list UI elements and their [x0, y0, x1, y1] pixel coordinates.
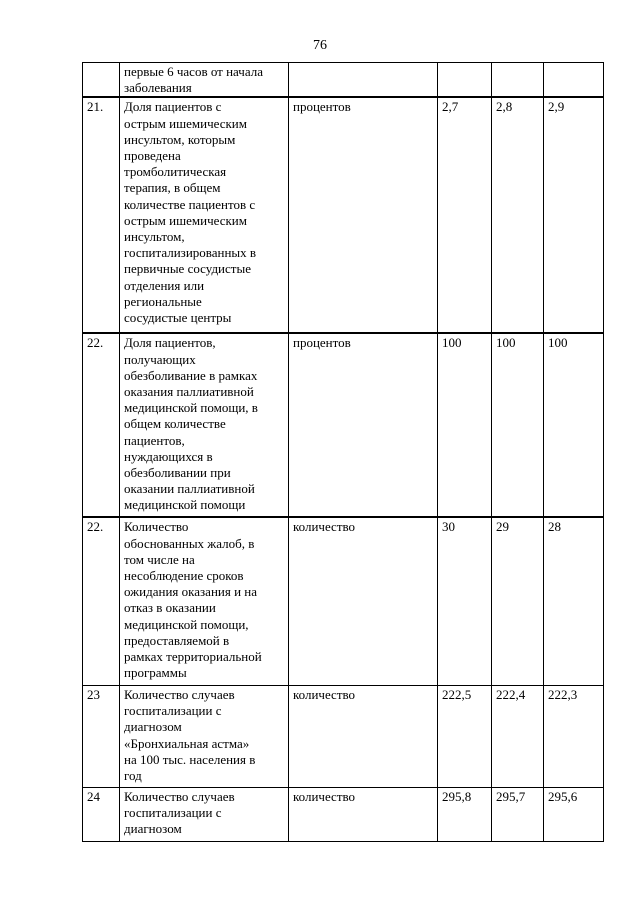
- indicators-table: [82, 62, 604, 842]
- value-year3-cell: 2,9: [544, 97, 604, 333]
- row-number-cell: 22.: [83, 517, 120, 685]
- unit-cell: процентов: [289, 333, 438, 517]
- indicator-name-cell: Количество случаев госпитализации с диагнозом «Бронхиальная астма» на 100 тыс. населения в год: [120, 685, 289, 787]
- table-row: [83, 787, 604, 841]
- value-year1-cell: 295,8: [438, 787, 492, 841]
- row-number-cell: [83, 63, 120, 98]
- value-year3-cell: 28: [544, 517, 604, 685]
- value-year2-cell: [492, 63, 544, 98]
- unit-cell: процентов: [289, 97, 438, 333]
- table-row: [83, 517, 604, 685]
- value-year3-cell: [544, 63, 604, 98]
- table-row: [83, 63, 604, 98]
- value-year2-cell: 100: [492, 333, 544, 517]
- row-number-cell: 23: [83, 685, 120, 787]
- unit-cell: количество: [289, 787, 438, 841]
- table-row: [83, 97, 604, 333]
- value-year1-cell: [438, 63, 492, 98]
- value-year3-cell: 100: [544, 333, 604, 517]
- value-year1-cell: 30: [438, 517, 492, 685]
- table-row: [83, 685, 604, 787]
- unit-cell: [289, 63, 438, 98]
- value-year1-cell: 2,7: [438, 97, 492, 333]
- unit-cell: количество: [289, 685, 438, 787]
- indicator-name-cell: Доля пациентов с острым ишемическим инсультом, которым проведена тромболитическая терапия, в общем количестве пациентов с острым ишемическим инсультом, госпитализированных в первичные сосудистые отделения или региональные сосудистые центры: [120, 97, 289, 333]
- value-year1-cell: 100: [438, 333, 492, 517]
- indicator-name-cell: первые 6 часов от начала заболевания: [120, 63, 289, 98]
- row-number-cell: 24: [83, 787, 120, 841]
- value-year3-cell: 295,6: [544, 787, 604, 841]
- value-year2-cell: 222,4: [492, 685, 544, 787]
- value-year2-cell: 2,8: [492, 97, 544, 333]
- indicator-name-cell: Количество обоснованных жалоб, в том числе на несоблюдение сроков ожидания оказания и на отказ в оказании медицинской помощи, предоставляемой в рамках территориальной программы: [120, 517, 289, 685]
- value-year3-cell: 222,3: [544, 685, 604, 787]
- value-year2-cell: 29: [492, 517, 544, 685]
- row-number-cell: 21.: [83, 97, 120, 333]
- unit-cell: количество: [289, 517, 438, 685]
- row-number-cell: 22.: [83, 333, 120, 517]
- value-year2-cell: 295,7: [492, 787, 544, 841]
- indicator-name-cell: Доля пациентов, получающих обезболивание в рамках оказания паллиативной медицинской помощи, в общем количестве пациентов, нуждающихся в обезболивании при оказании паллиативной медицинской помощи: [120, 333, 289, 517]
- page-number: 76: [313, 38, 327, 53]
- indicator-name-cell: Количество случаев госпитализации с диагнозом: [120, 787, 289, 841]
- table-row: [83, 333, 604, 517]
- value-year1-cell: 222,5: [438, 685, 492, 787]
